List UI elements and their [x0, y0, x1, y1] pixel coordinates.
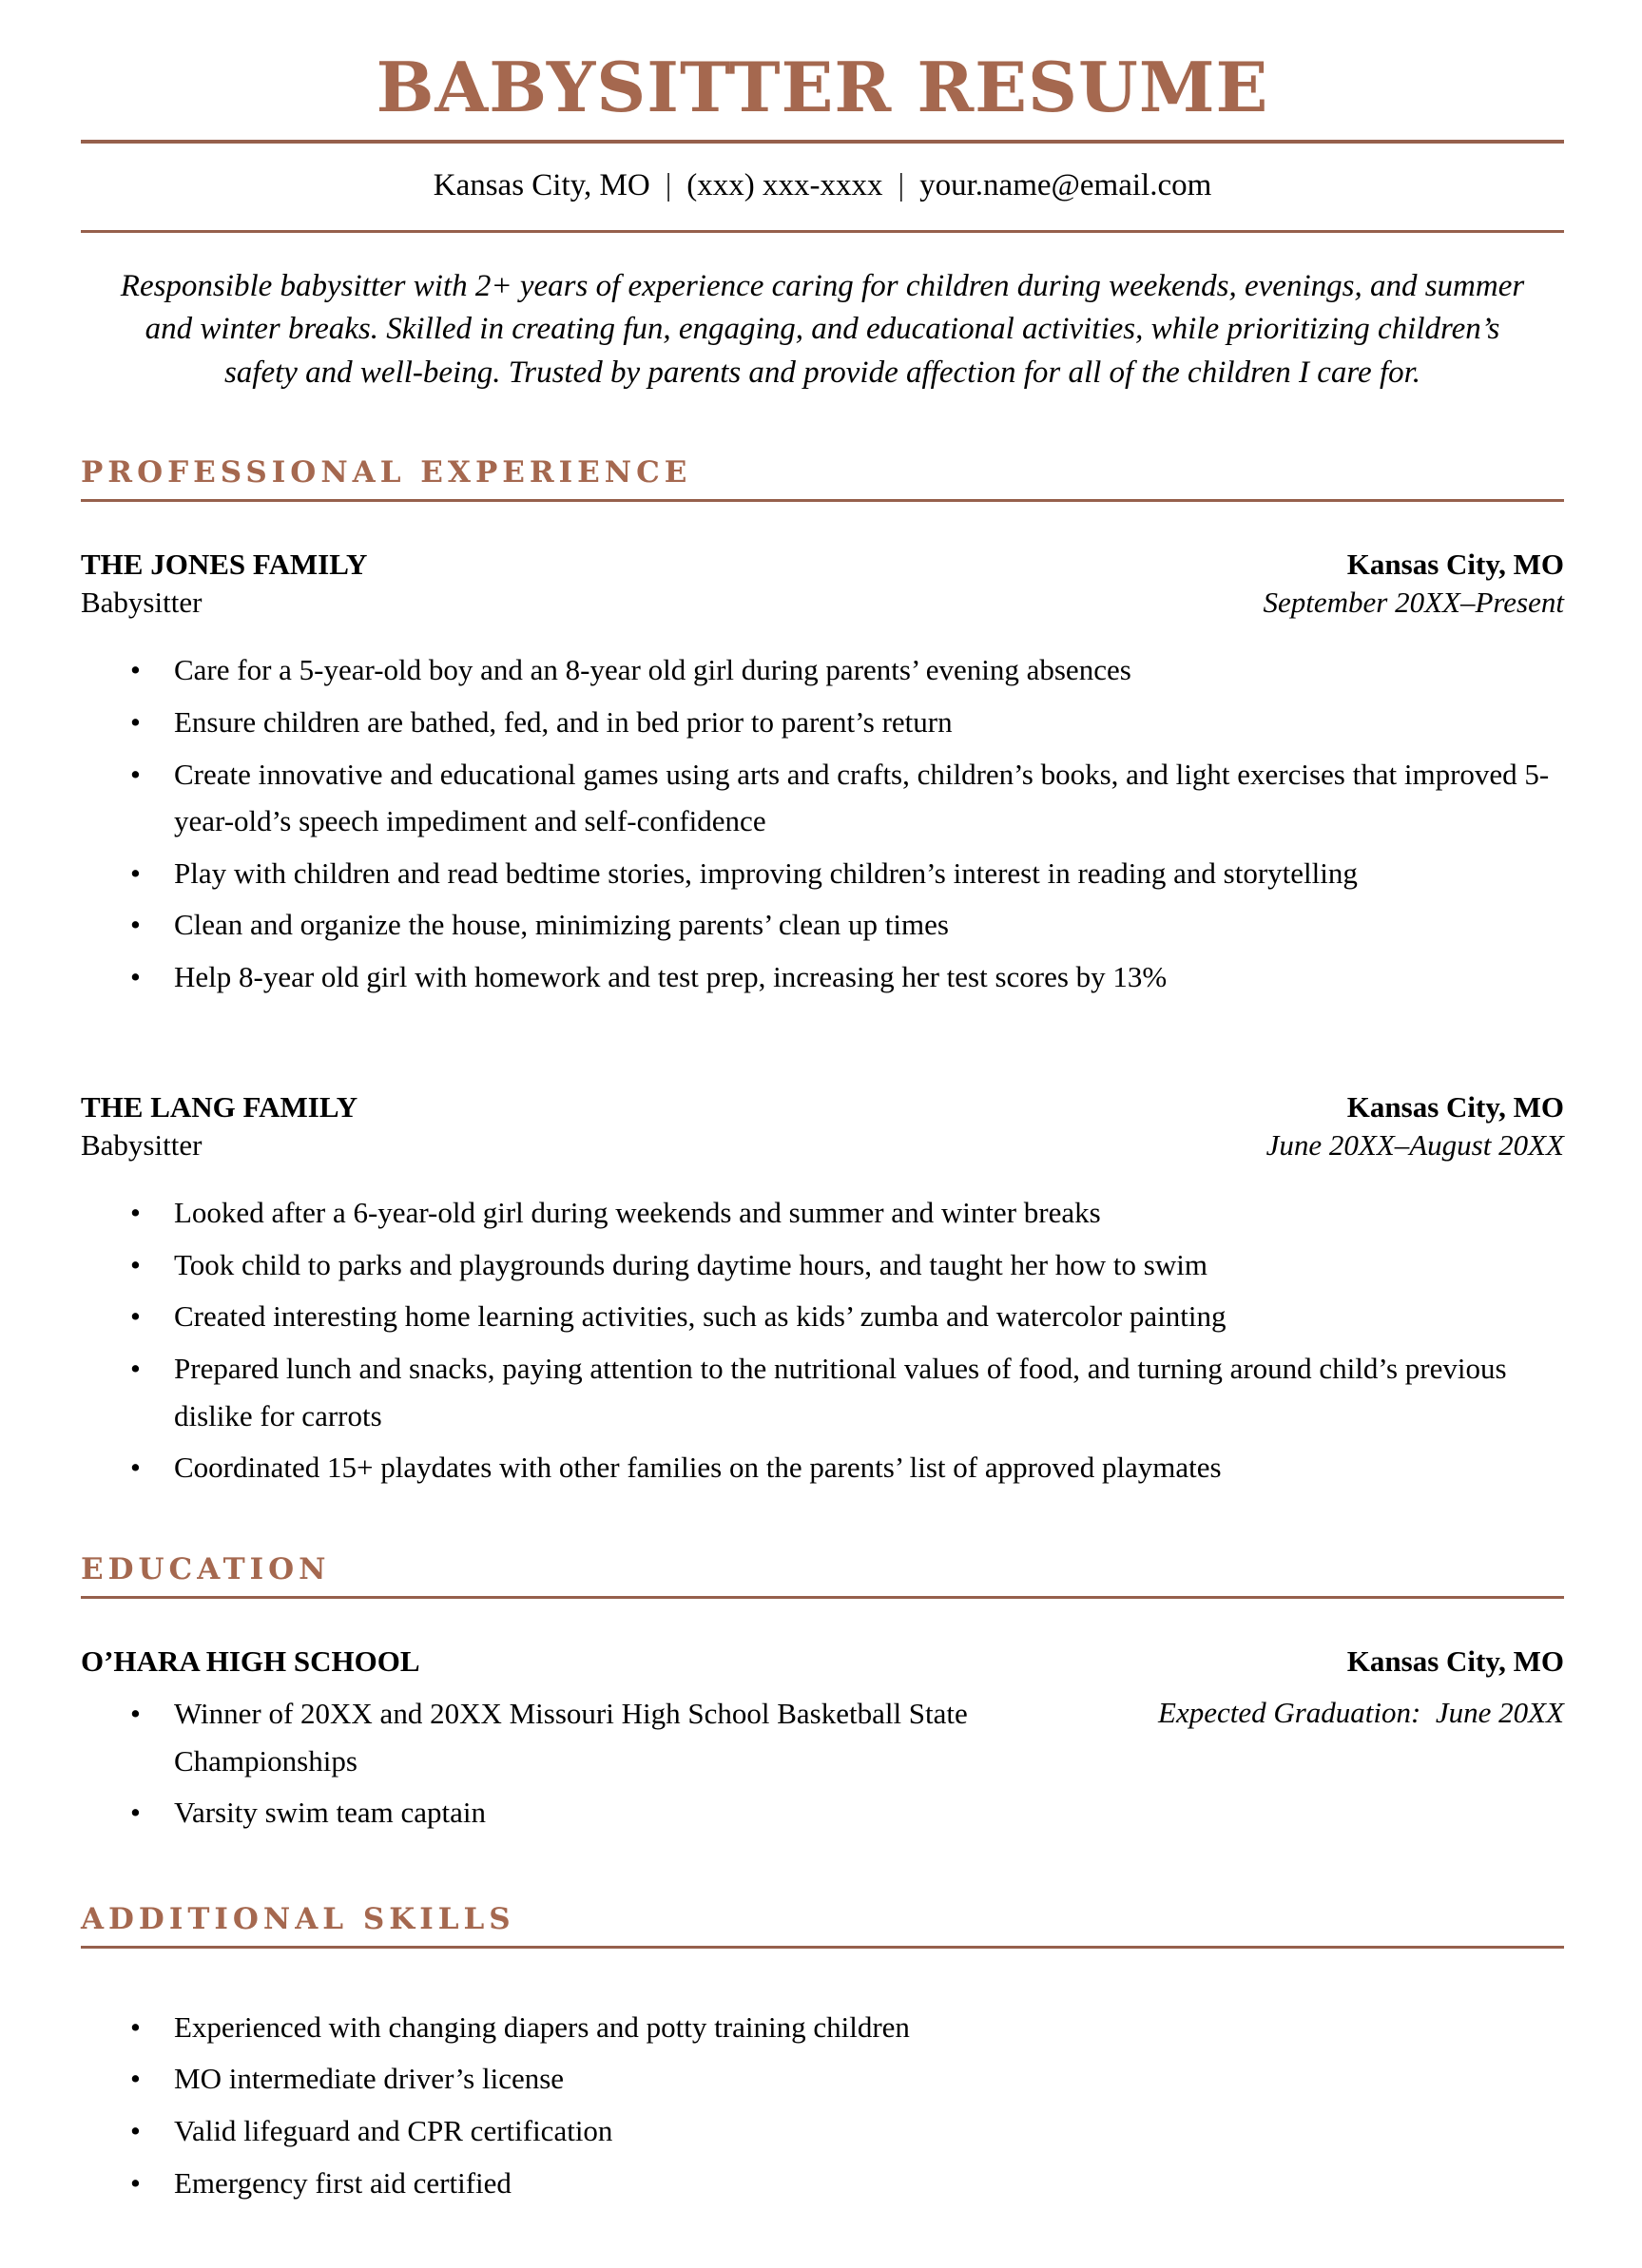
page-title: BABYSITTER RESUME: [376, 47, 1269, 127]
summary-paragraph: [88, 265, 1557, 394]
experience-heading-divider: [81, 499, 1564, 502]
education-heading-divider: [81, 1596, 1564, 1599]
job-location: Kansas City, MO: [1346, 547, 1564, 581]
job-bullet: • Coordinated 15+ playdates with other families on the parents’ list of approved playmates: [81, 1444, 1564, 1491]
section-education: [81, 1552, 1564, 1841]
job-bullet: • Create innovative and educational games using arts and crafts, children’s books, and light exercises that improved 5-year-old’s speech impediment and self-confidence: [81, 751, 1564, 845]
experience-heading: PROFESSIONAL EXPERIENCE: [81, 454, 692, 490]
skill-bullet: • Experienced with changing diapers and potty training children: [81, 2004, 1564, 2051]
skill-bullet: • MO intermediate driver’s license: [81, 2055, 1564, 2103]
contact-line: [81, 168, 1564, 203]
job-bullet: • Ensure children are bathed, fed, and in bed prior to parent’s return: [81, 699, 1564, 746]
summary-line: and winter breaks. Skilled in creating fun, engaging, and educational activities, while prioritizing children’s: [145, 312, 1500, 347]
job-bullet-list: [81, 646, 1564, 1000]
summary-line: Responsible babysitter with 2+ years of experience caring for children during weekends, evenings, and summer: [120, 269, 1525, 304]
job-bullet: • Help 8-year old girl with homework and test prep, increasing her test scores by 13%: [81, 953, 1564, 1001]
education-bullet-list: [81, 1690, 975, 1841]
job-dates: September 20XX–Present: [1263, 586, 1564, 620]
skills-bullet-list: [81, 2004, 1564, 2206]
job-bullet-list: [81, 1189, 1564, 1491]
job-role: Babysitter: [81, 586, 203, 620]
skills-heading-divider: [81, 1946, 1564, 1949]
job-bullet: • Care for a 5-year-old boy and an 8-year old girl during parents’ evening absences: [81, 646, 1564, 694]
job-bullet: • Play with children and read bedtime stories, improving children’s interest in reading and storytelling: [81, 850, 1564, 897]
job-role: Babysitter: [81, 1127, 203, 1162]
school-location: Kansas City, MO: [1346, 1643, 1564, 1678]
summary-line: safety and well-being. Trusted by parents and provide affection for all of the children I care for.: [223, 355, 1421, 390]
title-divider: [81, 140, 1564, 144]
section-additional-skills: [81, 1902, 1564, 2206]
job-bullet: • Took child to parks and playgrounds during daytime hours, and taught her how to swim: [81, 1241, 1564, 1289]
employer-name: THE JONES FAMILY: [81, 547, 368, 581]
job-bullet: • Created interesting home learning activities, such as kids’ zumba and watercolor painting: [81, 1293, 1564, 1340]
job-entry-jones: [81, 546, 1564, 1001]
job-location: Kansas City, MO: [1346, 1089, 1564, 1124]
expected-graduation: Expected Graduation: June 20XX: [1158, 1696, 1564, 1729]
contact-divider: [81, 230, 1564, 233]
skill-bullet: • Valid lifeguard and CPR certification: [81, 2107, 1564, 2155]
contact-separator: |: [665, 168, 672, 203]
job-entry-lang: [81, 1088, 1564, 1491]
education-bullet: • Varsity swim team captain: [81, 1789, 975, 1836]
job-bullet: • Clean and organize the house, minimizing parents’ clean up times: [81, 901, 1564, 949]
school-name: O’HARA HIGH SCHOOL: [81, 1643, 420, 1678]
contact-email: your.name@email.com: [919, 168, 1212, 203]
education-bullet: • Winner of 20XX and 20XX Missouri High School Basketball State Championships: [81, 1690, 975, 1784]
employer-name: THE LANG FAMILY: [81, 1089, 358, 1124]
skills-heading: ADDITIONAL SKILLS: [81, 1901, 515, 1936]
job-dates: June 20XX–August 20XX: [1265, 1127, 1564, 1162]
job-bullet: • Looked after a 6-year-old girl during weekends and summer and winter breaks: [81, 1189, 1564, 1237]
skill-bullet: • Emergency first aid certified: [81, 2160, 1564, 2207]
section-professional-experience: [81, 455, 1564, 1491]
contact-phone: (xxx) xxx-xxxx: [686, 168, 883, 203]
contact-location: Kansas City, MO: [433, 168, 650, 203]
education-heading: EDUCATION: [81, 1551, 331, 1586]
contact-separator: |: [898, 168, 905, 203]
job-bullet: • Prepared lunch and snacks, paying attention to the nutritional values of food, and turning around child’s previous dislike for carrots: [81, 1345, 1564, 1439]
